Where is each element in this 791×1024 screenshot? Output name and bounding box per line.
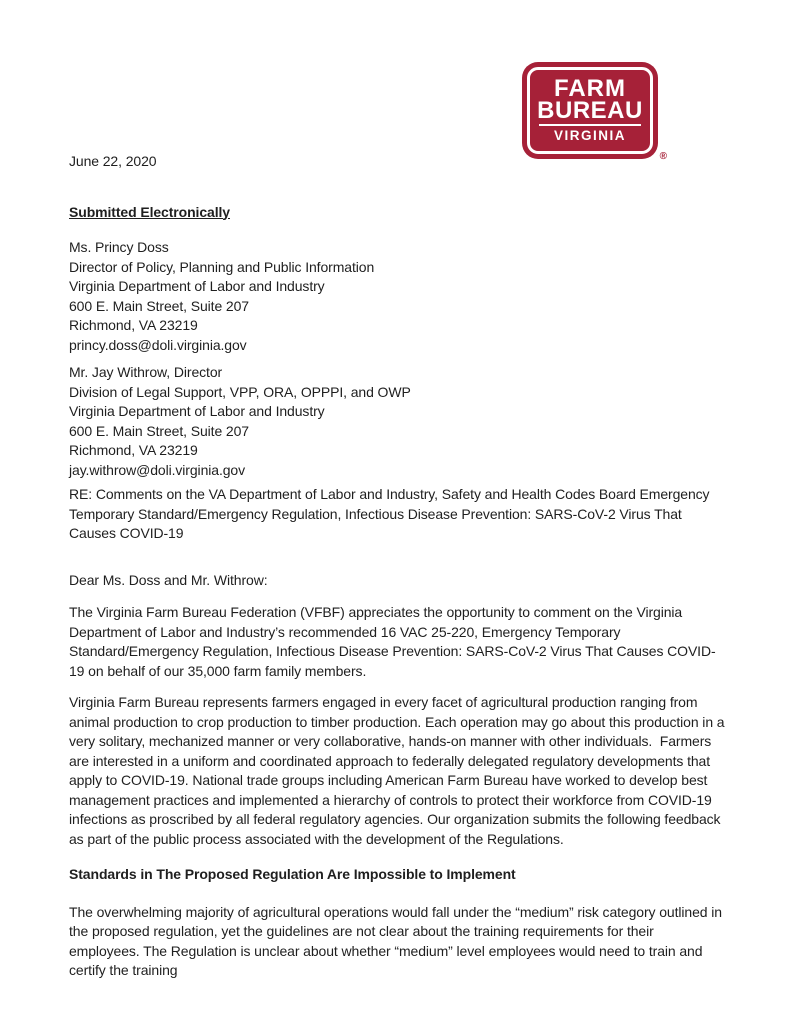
body-paragraph-2: Virginia Farm Bureau represents farmers engaged in every facet of agricultural production ranging from animal production to crop production to timber production. Each operation may go about this production in a very solitary, mechanized manner or very collaborative, hands-on manner with other individuals. Farmers are interested in a uniform and coordinated approach to federally delegated regulatory developments that apply to COVID-19. National trade groups including American Farm Bureau have worked to develop best management practices and implemented a hierarchy of controls to protect their workforce from COVID-19 infections as proscribed by all federal regulatory agencies. Our organization submits the following feedback as part of the public process associated with the development of the Regulations. [69,694,729,847]
recipient-name: Ms. Princy Doss [69,239,169,255]
recipient-name: Mr. Jay Withrow, Director [69,364,223,380]
section-heading: Standards in The Proposed Regulation Are Impossible to Implement [69,866,516,882]
recipient-organization: Virginia Department of Labor and Industry [69,403,325,419]
recipient-organization: Virginia Department of Labor and Industry [69,278,325,294]
recipient-street: 600 E. Main Street, Suite 207 [69,297,249,314]
date-line: June 22, 2020 [69,153,157,169]
registered-trademark-icon: ® [659,151,667,162]
letter-body [69,0,729,981]
recipient-email: jay.withrow@doli.virginia.gov [69,461,246,478]
recipient-street: 600 E. Main Street, Suite 207 [69,422,249,439]
recipient-email: princy.doss@doli.virginia.gov [69,336,247,353]
subject-line: RE: Comments on the VA Department of Labor and Industry, Safety and Health Codes Board Emergency Temporary Standard/Emergency Regulation, Infectious Disease Prevention: SARS-CoV-2 Virus That Causes COVID-19 [69,486,713,541]
recipient-title: Director of Policy, Planning and Public Information [69,258,375,275]
recipient-city-state-zip: Richmond, VA 23219 [69,442,198,458]
recipient-block-1 [69,238,725,355]
body-paragraph-1: The Virginia Farm Bureau Federation (VFBF) appreciates the opportunity to comment on the Virginia Department of Labor and Industry’s recommended 16 VAC 25-220, Emergency Temporary Standard/Emergency Regulation, Infectious Disease Prevention: SARS-CoV-2 Virus That Causes COVID-19 on behalf of our 35,000 farm family members. [69,604,716,679]
recipient-city-state-zip: Richmond, VA 23219 [69,317,198,333]
delivery-method: Submitted Electronically [69,203,230,220]
recipient-title: Division of Legal Support, VPP, ORA, OPPPI, and OWP [69,383,411,400]
recipient-block-2 [69,363,725,480]
body-paragraph-3: The overwhelming majority of agricultural operations would fall under the “medium” risk category outlined in the proposed regulation, yet the guidelines are not clear about the training requirements for their employees. The Regulation is unclear about whether “medium” level employees would need to train and certify the training [69,903,726,978]
logo-bureau-text: BUREAU [537,96,643,124]
logo-virginia-text: VIRGINIA [553,128,626,144]
logo-farm-text: FARM [554,74,626,102]
salutation: Dear Ms. Doss and Mr. Withrow: [69,571,268,588]
